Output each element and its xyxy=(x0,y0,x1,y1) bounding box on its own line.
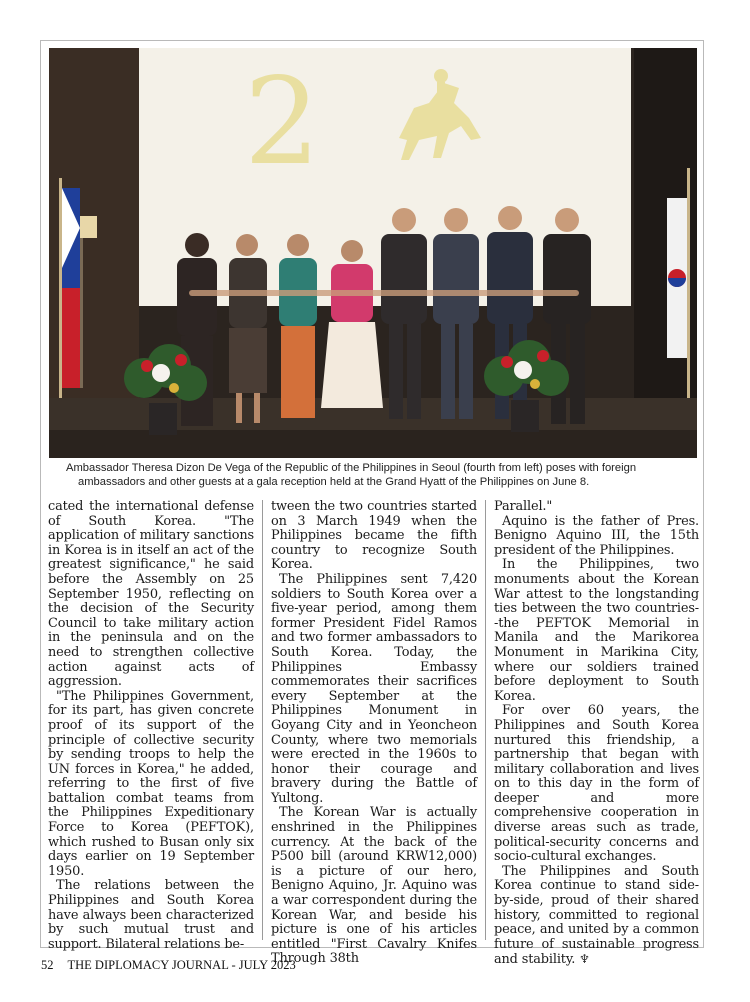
article-column-2 xyxy=(271,499,477,967)
paragraph: The Philippines sent 7,420 soldiers to South Korea over a five-year period, among them former President Fidel Ramos and two former ambassadors to South Korea. Today, the Philippines Embassy commemorates their sacrifices every September at the Philippines Monument in Goyang City and in Yeoncheon County, where two memorials were erected in the 1960s to honor their courage and bravery during the Battle of Yultong. xyxy=(271,571,477,806)
paragraph: cated the international defense of South Korea. "The application of military sanctions in Korea is in itself an act of the greatest significance," he said before the Assembly on 25 September 1950, reflecting on the decision of the Security Council to take military action in the peninsula and on the need to strengthen collective action against acts of aggression. xyxy=(48,499,254,690)
paragraph: Parallel." xyxy=(494,499,553,514)
page-footer xyxy=(41,958,296,973)
photo-caption: Ambassador Theresa Dizon De Vega of the Republic of the Philippines in Seoul (fourth from left) poses with foreign ambassadors and other guests at a gala reception held at the Grand Hyatt of the Philippines on June 8. xyxy=(66,462,637,488)
banner-numeral: 2 xyxy=(244,53,321,192)
column-divider xyxy=(485,500,486,940)
philippine-flag-icon xyxy=(59,178,80,398)
paragraph: "The Philippines Government, for its part, has given concrete proof of its support of the principle of collective security by sending troops to help the UN forces in Korea," he added, referring to the first of five battalion combat teams from the Philippines Expeditionary Force to Korea (PEFTOK), which rushed to Busan only six days earlier on 19 September 1950. xyxy=(48,688,254,879)
column-divider xyxy=(262,500,263,940)
paragraph: Aquino is the father of Pres. Benigno Aquino III, the 15th president of the Philippines. xyxy=(494,513,699,558)
paragraph: The Korean War is actually enshrined in the Philippines currency. At the back of the P500 bill (around KRW12,000) is a picture of our hero, Benigno Aquino, Jr. Aquino was a war correspondent during the Korean War, and beside his picture is one of his articles entitled "First Cavalry Knifes Through 38th xyxy=(271,805,477,967)
paragraph: In the Philippines, two monuments about the Korean War attest to the longstanding ties between the two countries--the PEFTOK Memorial in Manila and the Marikorea Monument in Marikina City, where our soldiers trained before deployment to South Korea. xyxy=(494,557,699,704)
paragraph xyxy=(494,865,699,968)
paragraph: For over 60 years, the Philippines and South Korea nurtured this friendship, a partnership that began with military collaboration and lives on to this day in the form of deeper and more comprehensive cooperation in diverse areas such as trade, political-security concerns and socio-cultural exchanges. xyxy=(494,703,699,865)
paragraph-text: The Philippines and South Korea continue to stand side-by-side, proud of their shared history, committed to regional peace, and united by a common future of sustainable progress and stability. xyxy=(494,863,699,968)
article-column-1 xyxy=(48,499,254,952)
paragraph: tween the two countries started on 3 March 1949 when the Philippines became the fifth country to recognize South Korea. xyxy=(271,499,477,573)
publication-line: THE DIPLOMACY JOURNAL - JULY 2023 xyxy=(67,958,296,972)
gala-reception-photo xyxy=(49,48,697,458)
article-column-3 xyxy=(494,499,699,968)
end-of-article-icon: ♆ xyxy=(579,952,590,967)
paragraph: The relations between the Philippines and South Korea have always been characterized by such mutual trust and support. Bilateral relations be- xyxy=(48,878,254,952)
page-number: 52 xyxy=(41,958,54,972)
